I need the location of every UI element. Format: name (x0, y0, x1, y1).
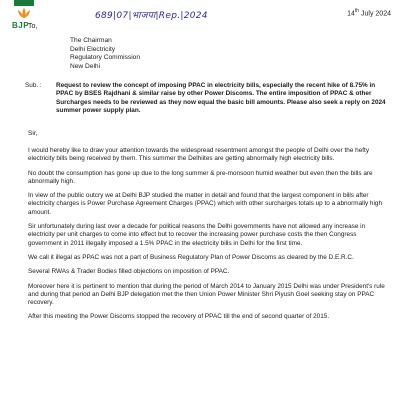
recipient-address (70, 37, 140, 71)
greeting: Sir, (28, 130, 38, 137)
party-label: BJP (12, 21, 30, 30)
date-day: 14 (347, 10, 355, 18)
date-suffix: th (354, 8, 360, 14)
body-paragraph: Moreover here it is pertinent to mention that during the period of March 2014 to January 2015 Delhi was under President's rule and during that period an Delhi BJP delegation met the then Union Power Minister Shri Piyush Goel seeking stay on PPAC recovery. (28, 282, 385, 307)
subject-text: Request to review the concept of imposing PPAC in electricity bills, especially the recent hike of 8.75% in PPAC by BSES Rajdhani & similar raise by other Power Discoms. The entire imposition of PPAC & other Surcharges needs to be reviewed as they now equal the basic bill amounts. Please also seek a reply on 2024 summer power supply plan. (56, 82, 386, 115)
date-month-year: July 2024 (359, 10, 391, 18)
recipient-line: Regulatory Commission (70, 54, 140, 61)
body-paragraph: Several RWAs & Trader Bodies filled objections on imposition of PPAC. (28, 268, 230, 276)
lotus-icon (14, 0, 34, 20)
body-paragraph: I would hereby like to draw your attention towards the widespread resentment amongst the people of Delhi over the hefty electricity bills being received by them. This summer the Delhiites are getting abnormally high electricity bills. (28, 147, 370, 163)
recipient-line: Delhi Electricity (70, 45, 116, 53)
body-paragraph: After this meeting the Power Discoms stopped the recovery of PPAC till the end of second quarter of 2015. (28, 313, 330, 321)
letter-date (347, 8, 391, 17)
to-label: To, (28, 23, 38, 30)
subject-block (25, 82, 387, 116)
body-paragraph: We call it illegal as PPAC was not a part of Business Regulatory Plan of Power Discoms as cleared by the D.E.R.C. (28, 253, 354, 261)
letter-body (28, 147, 388, 328)
subject-label: Sub. : (25, 82, 42, 89)
handwritten-reference-number: 689|07|भाजपा|Rep.|2024 (95, 11, 208, 21)
body-paragraph: No doubt the consumption has gone up due to the long summer & pre-monsoon humid weather but even then the bills are abnormally high. (28, 169, 373, 185)
recipient-line: New Delhi (70, 62, 101, 70)
recipient-line: The Chairman (70, 37, 112, 44)
body-paragraph: In view of the public outcry we at Delhi BJP studied the matter in detail and found that the largest component in bills after electricity charges is Power Purchase Agreement Charges (PPAC) which with other surcharges totals up to a abnormally high amount. (28, 192, 383, 216)
body-paragraph: Sir unfortunately during last over a decade for political reasons the Delhi governments have not allowed any increase in electricity per unit charges to come into effect but to recover the increasing power purchase costs the then Congress government in 2011 illegally imposed a 1.5% PPAC in the electricity bills in Delhi for the first time. (28, 223, 366, 247)
